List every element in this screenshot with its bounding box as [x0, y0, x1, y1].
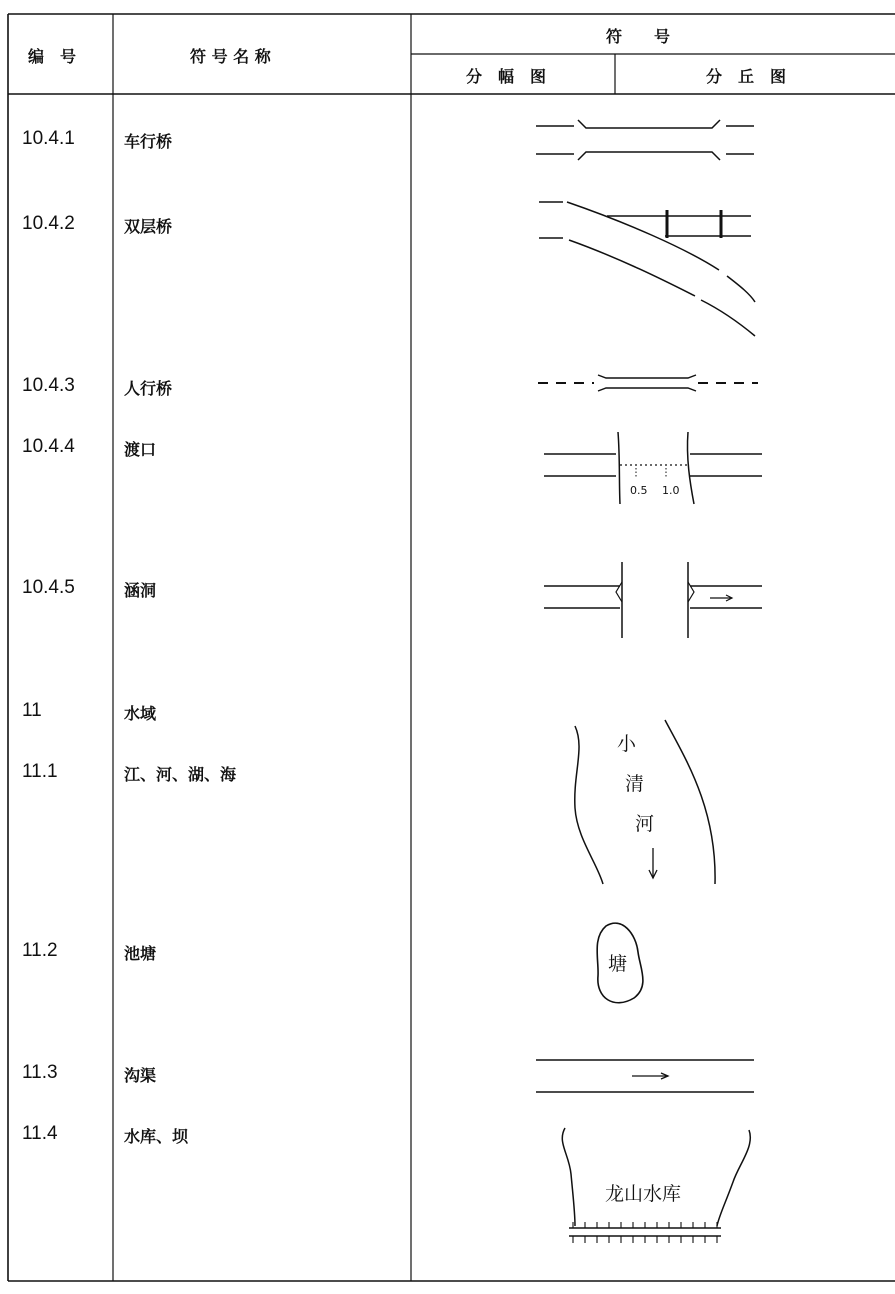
pond-icon	[592, 918, 652, 1008]
row-name: 江、河、湖、海	[124, 765, 237, 784]
header-symbol: 符 号	[606, 27, 671, 46]
ferry-dim-b: 1.0	[662, 484, 680, 497]
row-name: 池塘	[124, 944, 157, 963]
pedestrian-bridge-icon	[532, 368, 762, 400]
culvert-icon	[540, 558, 770, 642]
reservoir-dam-icon	[555, 1124, 755, 1254]
river-label-2: 清	[625, 773, 645, 795]
pond-label: 塘	[608, 953, 628, 975]
row-name: 水域	[124, 704, 157, 723]
row-number: 10.4.3	[22, 375, 75, 396]
header-number: 编 号	[28, 47, 77, 66]
row-number: 10.4.1	[22, 128, 75, 149]
row-name: 车行桥	[124, 132, 173, 151]
ferry-icon	[540, 428, 770, 508]
row-number: 11.2	[22, 940, 58, 961]
header-symbol-name: 符 号 名 称	[190, 47, 271, 66]
row-number: 11.3	[22, 1062, 58, 1083]
ditch-icon	[530, 1052, 760, 1100]
reservoir-label: 龙山水库	[605, 1183, 682, 1205]
row-name: 沟渠	[124, 1066, 157, 1085]
double-deck-bridge-icon	[535, 190, 765, 340]
river-label-1: 小	[617, 733, 637, 755]
vehicle-bridge-icon	[530, 112, 760, 172]
row-name: 水库、坝	[124, 1127, 189, 1146]
row-number: 11.4	[22, 1123, 58, 1144]
river-icon	[565, 718, 735, 888]
row-number: 10.4.2	[22, 213, 75, 234]
row-number: 10.4.4	[22, 436, 75, 457]
row-number: 10.4.5	[22, 577, 75, 598]
ferry-dim-a: 0.5	[630, 484, 648, 497]
header-map-hill: 分 丘 图	[706, 67, 787, 86]
river-label-3: 河	[635, 813, 655, 835]
row-number: 11.1	[22, 761, 58, 782]
row-number: 11	[22, 700, 42, 721]
row-name: 人行桥	[124, 379, 173, 398]
header-map-sheet: 分 幅 图	[466, 67, 547, 86]
row-name: 涵洞	[124, 581, 157, 600]
row-name: 渡口	[124, 440, 157, 459]
row-name: 双层桥	[124, 217, 173, 236]
